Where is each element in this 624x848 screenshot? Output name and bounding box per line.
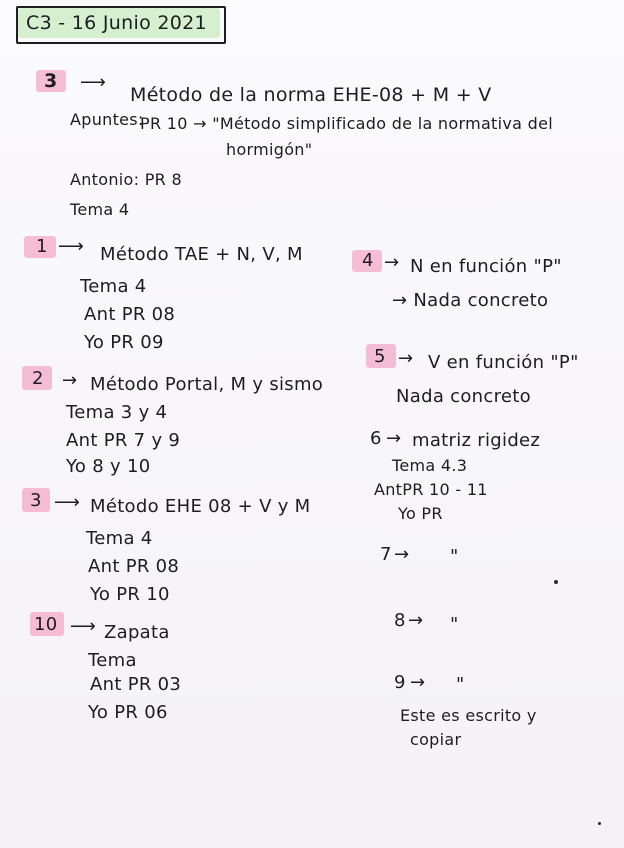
item-3-line-1: Tema 4 xyxy=(86,528,153,549)
item-2-line-3: Yo 8 y 10 xyxy=(66,456,151,477)
main-title: Método de la norma EHE-08 + M + V xyxy=(130,84,492,106)
item-6-line-2: AntPR 10 - 11 xyxy=(374,480,488,499)
item-10-line-1: Tema xyxy=(88,650,137,671)
item-1-line-1: Tema 4 xyxy=(80,276,147,297)
item-9-number: 9 xyxy=(394,672,406,693)
item-6-title: matriz rigidez xyxy=(412,430,541,451)
apuntes-label: Apuntes: xyxy=(70,110,144,129)
item-1-line-3: Yo PR 09 xyxy=(84,332,164,353)
item-3-title: Método EHE 08 + V y M xyxy=(90,496,311,517)
item-5-arrow: → xyxy=(398,348,414,369)
antonio-line: Antonio: PR 8 xyxy=(70,170,182,189)
item-4-title: N en función "P" xyxy=(410,256,562,277)
item-4-number: 4 xyxy=(362,250,374,271)
item-10-title: Zapata xyxy=(104,622,170,643)
item-10-arrow: ⟶ xyxy=(70,616,97,637)
apuntes-continuation: hormigón" xyxy=(226,140,313,159)
item-3-line-2: Ant PR 08 xyxy=(88,556,180,577)
item-6-line-1: Tema 4.3 xyxy=(392,456,468,475)
item-4-arrow: → xyxy=(384,252,400,273)
item-9-line-1: Este es escrito y xyxy=(400,706,537,725)
item-8-arrow: → xyxy=(408,610,424,631)
main-arrow: ⟶ xyxy=(80,72,107,93)
page-title: C3 - 16 Junio 2021 xyxy=(26,12,207,34)
item-2-arrow: → xyxy=(62,370,78,391)
item-1-arrow: ⟶ xyxy=(58,236,85,257)
item-8-number: 8 xyxy=(394,610,406,631)
item-8-ditto: " xyxy=(450,614,459,635)
item-5-number: 5 xyxy=(374,346,386,367)
ink-dot xyxy=(554,580,558,584)
item-10-number: 10 xyxy=(34,614,58,635)
item-1-number: 1 xyxy=(36,236,48,257)
item-6-number: 6 xyxy=(370,428,382,449)
item-5-title: V en función "P" xyxy=(428,352,579,373)
item-1-title: Método TAE + N, V, M xyxy=(100,244,303,265)
item-9-ditto: " xyxy=(456,674,465,695)
item-2-title: Método Portal, M y sismo xyxy=(90,374,324,395)
item-2-number: 2 xyxy=(32,368,44,389)
item-9-arrow: → xyxy=(410,672,426,693)
item-7-number: 7 xyxy=(380,544,392,565)
item-6-arrow: → xyxy=(386,428,402,449)
item-4-line-1: → Nada concreto xyxy=(392,290,549,311)
item-3-line-3: Yo PR 10 xyxy=(90,584,170,605)
item-10-line-2: Ant PR 03 xyxy=(90,674,182,695)
item-1-line-2: Ant PR 08 xyxy=(84,304,176,325)
apuntes-text: PR 10 → "Método simplificado de la normativa del xyxy=(140,114,553,133)
item-5-line-1: Nada concreto xyxy=(396,386,531,407)
item-3-arrow: ⟶ xyxy=(54,492,81,513)
item-3-number: 3 xyxy=(30,490,42,511)
tema-line: Tema 4 xyxy=(70,200,130,219)
main-number: 3 xyxy=(44,70,58,92)
item-9-line-2: copiar xyxy=(410,730,462,749)
item-6-line-3: Yo PR xyxy=(398,504,443,523)
item-10-line-3: Yo PR 06 xyxy=(88,702,168,723)
item-7-arrow: → xyxy=(394,544,410,565)
item-7-ditto: " xyxy=(450,546,459,567)
item-2-line-2: Ant PR 7 y 9 xyxy=(66,430,181,451)
ink-dot xyxy=(598,822,601,825)
item-2-line-1: Tema 3 y 4 xyxy=(66,402,168,423)
